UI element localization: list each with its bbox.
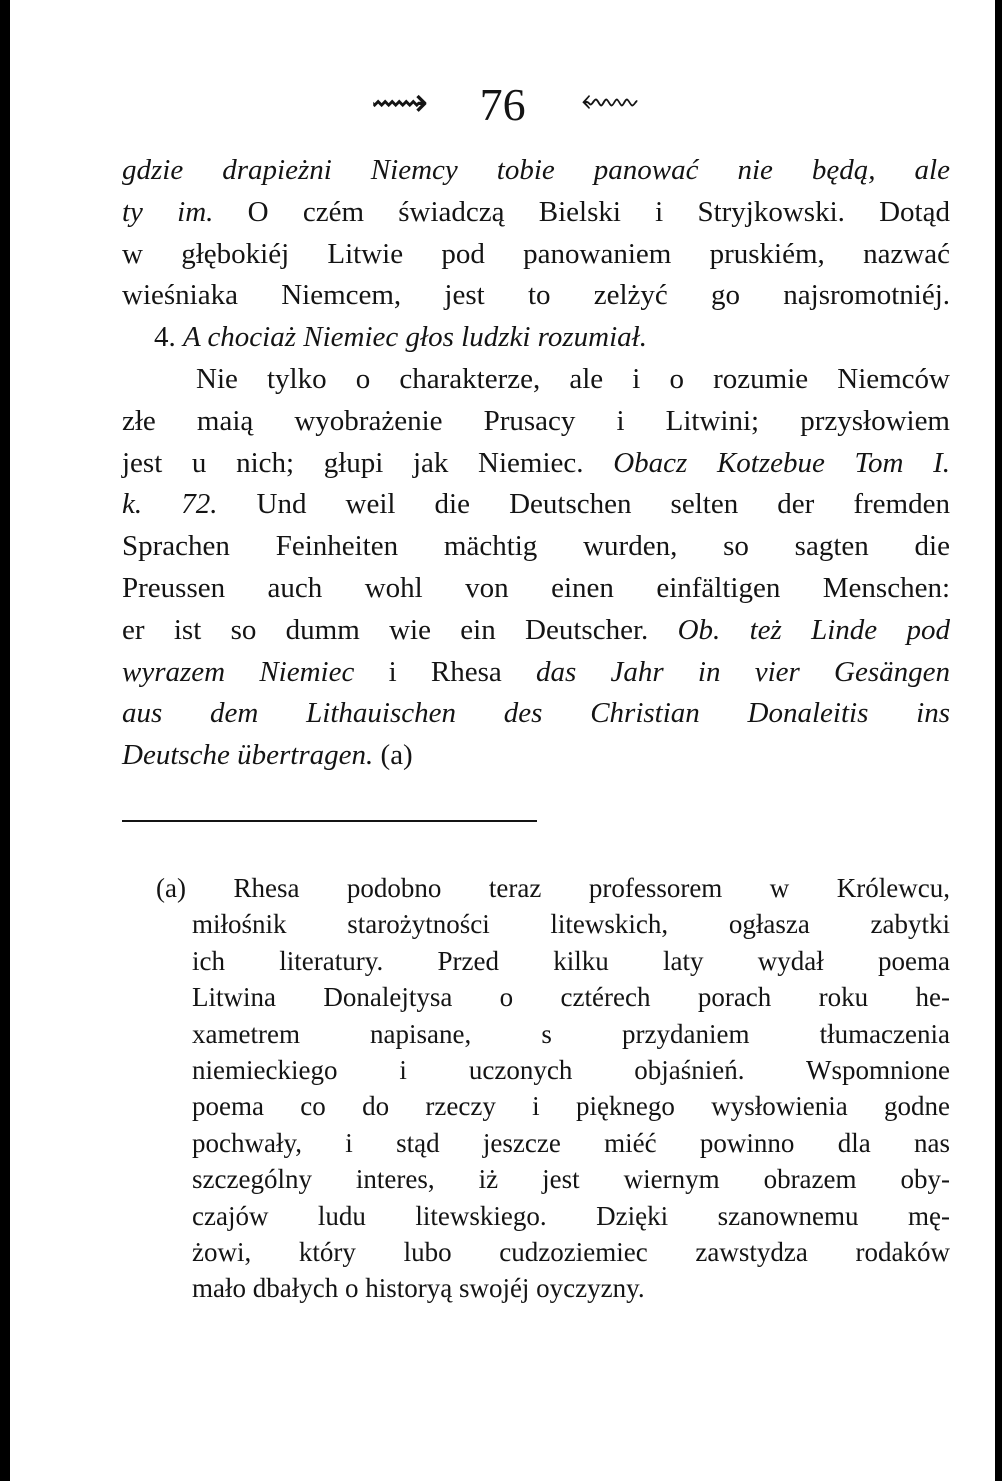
footnote	[156, 870, 950, 1307]
italic-segment: ty im.	[122, 195, 214, 228]
footnote-line: czajów ludu litewskiego. Dzięki szanownemu mę-	[192, 1200, 950, 1231]
page-number: 76	[479, 79, 526, 130]
italic-segment: Ob. też Linde pod	[677, 613, 950, 646]
text-line	[122, 484, 950, 526]
main-text	[122, 150, 950, 777]
text-line	[122, 693, 950, 735]
footnote-line: Litwina Donalejtysa o cztérech porach roku he-	[192, 982, 950, 1013]
roman-segment: w głębokiéj Litwie pod panowaniem pruskiém, nazwać	[122, 237, 950, 270]
roman-segment: 4.	[154, 321, 183, 354]
roman-segment: O czém świadczą Bielski i Stryjkowski. Dotąd	[213, 195, 950, 228]
italic-segment: Deutsche übertragen.	[122, 739, 374, 772]
roman-segment: złe maią wyobrażenie Prusacy i Litwini; przysłowiem	[122, 404, 950, 437]
roman-segment: i Rhesa	[354, 655, 536, 688]
roman-segment: Preussen auch wohl von einen einfältigen Menschen:	[122, 571, 950, 604]
italic-segment: Obacz Kotzebue Tom I.	[613, 446, 950, 479]
roman-segment: (a)	[373, 739, 413, 772]
text-line	[122, 150, 950, 192]
text-line	[122, 735, 950, 777]
italic-segment: k. 72.	[122, 488, 218, 521]
roman-segment: Sprachen Feinheiten mächtig wurden, so sagten die	[122, 530, 950, 563]
text-line	[122, 192, 950, 234]
roman-segment: Und weil die Deutschen selten der fremden	[217, 488, 950, 521]
text-line	[122, 317, 950, 359]
roman-segment: er ist so dumm wie ein Deutscher.	[122, 613, 678, 646]
page-header	[10, 78, 995, 130]
roman-segment: jest u nich; głupi jak Niemiec.	[122, 446, 614, 479]
footnote-separator	[122, 820, 537, 822]
text-line	[122, 443, 950, 485]
footnote-line: pochwały, i stąd jeszcze miéć powinno dla nas	[192, 1127, 950, 1158]
footnote-line: miłośnik starożytności litewskich, ogłasza zabytki	[192, 909, 950, 940]
text-line	[122, 526, 950, 568]
text-line	[122, 610, 950, 652]
text-line	[122, 401, 950, 443]
footnote-line: mało dbałych o historyą swojéj oyczyzny.	[192, 1273, 645, 1304]
footnote-line: żowi, który lubo cudzoziemiec zawstydza rodaków	[192, 1236, 950, 1267]
roman-segment: Nie tylko o charakterze, ale i o rozumie Niemców	[196, 362, 950, 395]
text-line	[122, 568, 950, 610]
left-ornament: ⟿	[370, 80, 425, 126]
italic-segment: wyrazem Niemiec	[122, 655, 355, 688]
footnote-line: szczególny interes, iż jest wiernym obrazem oby-	[192, 1164, 950, 1195]
footnote-line: ich literatury. Przed kilku laty wydał poema	[192, 945, 950, 976]
text-line	[122, 275, 950, 317]
right-ornament: ⬳	[581, 80, 635, 126]
footnote-line: xametrem napisane, s przydaniem tłumaczenia	[192, 1018, 950, 1049]
italic-segment: gdzie drapieżni Niemcy tobie panować nie będą, ale	[122, 154, 950, 186]
text-line	[122, 652, 950, 694]
footnote-line: niemieckiego i uczonych objaśnień. Wspomnione	[192, 1054, 950, 1085]
text-line	[122, 359, 950, 401]
italic-segment: aus dem Lithauischen des Christian Donaleitis ins	[122, 697, 950, 730]
italic-segment: A chociaż Niemiec głos ludzki rozumiał.	[183, 321, 647, 354]
roman-segment: wieśniaka Niemcem, jest to zelżyć go najsromotniéj.	[122, 279, 950, 312]
text-line	[122, 234, 950, 276]
book-page	[10, 0, 995, 1481]
footnote-line: poema co do rzeczy i pięknego wysłowienia godne	[192, 1091, 950, 1122]
footnote-line: (a) Rhesa podobno teraz professorem w Królewcu,	[156, 873, 950, 903]
italic-segment: das Jahr in vier Gesängen	[536, 655, 950, 688]
